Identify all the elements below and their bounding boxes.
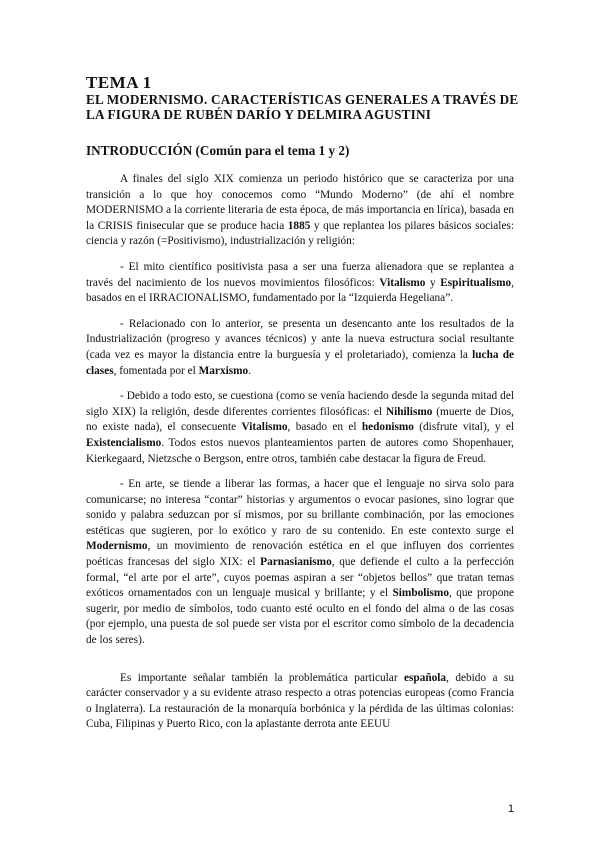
bold-term: Simbolismo bbox=[392, 587, 449, 600]
text-run: - En arte, se tiende a liberar las formas, a hacer que el lenguaje no sirva solo para comunicarse; no interesa “contar” historias y argumentos o evocar pasiones, sino lograr que sonido y palabra seduzcan por sí mismos, por su brillante combinación, por las emociones estéticas que sugieren, por lo exótico y raro de su contenido. En este contexto surge el bbox=[86, 478, 514, 537]
paragraph bbox=[86, 172, 514, 250]
text-run: (muerte de Dios, no existe nada), el consecuente bbox=[86, 405, 514, 434]
paragraph bbox=[86, 671, 514, 733]
text-run: y bbox=[425, 276, 441, 289]
bold-term: Marxismo bbox=[198, 364, 249, 377]
text-run: - El mito científico positivista pasa a ser una fuerza alienadora que se replantea a través del nacimiento de los nuevos movimientos filosóficos: bbox=[86, 260, 514, 289]
text-run: , debido a su carácter conservador y a su evidente atraso respecto a otras potencias europeas (como Francia o Inglaterra). La restauración de la monarquía borbónica y la pérdida de las últimas colonias: Cuba, Filipinas y Puerto Rico, con la aplastante derrota ante EEUU bbox=[86, 671, 514, 731]
text-run: , que propone sugerir, por medio de símbolos, todo cuanto esté oculto en el fondo del alma o de las cosas (por ejemplo, una puesta de sol puede ser vista por el escritor como símbolo de la decadencia de los seres). bbox=[86, 587, 514, 647]
bold-term: Existencialismo bbox=[86, 436, 162, 449]
topic-number: TEMA 1 bbox=[86, 73, 152, 92]
body-text bbox=[86, 172, 514, 743]
title-block bbox=[86, 74, 526, 122]
paragraph bbox=[86, 389, 514, 467]
text-run: . bbox=[248, 364, 252, 377]
text-run: y que replantea los pilares básicos sociales: ciencia y razón (=Positivismo), industrialización y religión: bbox=[86, 219, 514, 248]
text-run: . Todos estos nuevos planteamientos parten de autores como Shopenhauer, Kierkegaard, Nietzsche o Bergson, entre otros, también cabe destacar la figura de Freud. bbox=[86, 436, 514, 465]
bold-term: Espiritualismo bbox=[440, 276, 512, 289]
title-line-1: EL MODERNISMO. CARACTERÍSTICAS GENERALES A TRAVÉS DE bbox=[86, 92, 519, 107]
title-line-2: LA FIGURA DE RUBÉN DARÍO Y DELMIRA AGUSTINI bbox=[86, 107, 432, 122]
text-run: Es importante señalar también la problemática particular bbox=[120, 671, 405, 684]
text-run: - Debido a todo esto, se cuestiona (como se venía haciendo desde la segunda mitad del siglo XIX) la religión, desde diferentes corrientes filosóficas: el bbox=[86, 390, 514, 418]
text-run: (disfrute vital), y el bbox=[413, 421, 514, 434]
paragraph bbox=[86, 317, 514, 379]
bold-term: española bbox=[404, 671, 447, 684]
bold-term: Nihilismo bbox=[385, 405, 433, 418]
section-heading: INTRODUCCIÓN (Común para el tema 1 y 2) bbox=[86, 143, 350, 158]
page-number: 1 bbox=[508, 803, 515, 815]
bold-term: hedonismo bbox=[361, 421, 414, 434]
bold-term: Parnasianismo bbox=[260, 556, 332, 569]
bold-term: Modernismo bbox=[86, 540, 148, 553]
bold-term: Vitalismo bbox=[379, 276, 426, 289]
text-run: , un movimiento de renovación estética en el que influyen dos corrientes poéticas francesas del siglo XIX: el bbox=[86, 540, 514, 569]
text-run: A finales del siglo XIX comienza un periodo histórico que se caracteriza por una transición a lo que hoy conocemos como “Mundo Moderno” (de ahí el nombre MODERNISMO a la corriente literaria de esta época, de más importancia en lírica), basada en la CRISIS finisecular que se produce hacia bbox=[86, 173, 514, 232]
paragraph bbox=[86, 260, 514, 307]
text-run: , que defiende el culto a la perfección formal, “el arte por el arte”, cuyos poemas aspiran a ser “objetos bellos” que tratan temas exóticos ornamentados con un lenguaje musical y brillante; y el bbox=[86, 556, 514, 600]
paragraph bbox=[86, 477, 514, 649]
text-run: , basados en el IRRACIONALISMO, fundamentado por la “Izquierda Hegeliana”. bbox=[86, 276, 515, 305]
bold-term: Vitalismo bbox=[241, 421, 288, 434]
text-run: , fomentada por el bbox=[113, 364, 199, 377]
text-run: - Relacionado con lo anterior, se presenta un desencanto ante los resultados de la Industrialización (progreso y avances técnicos) y ante la nueva estructura social resultante (cada vez es mayor la distancia entre la burguesía y el proletariado), comienza la bbox=[86, 317, 514, 361]
bold-term: lucha de clases bbox=[86, 348, 514, 377]
text-run: , basado en el bbox=[287, 421, 362, 434]
bold-term: 1885 bbox=[287, 219, 311, 232]
